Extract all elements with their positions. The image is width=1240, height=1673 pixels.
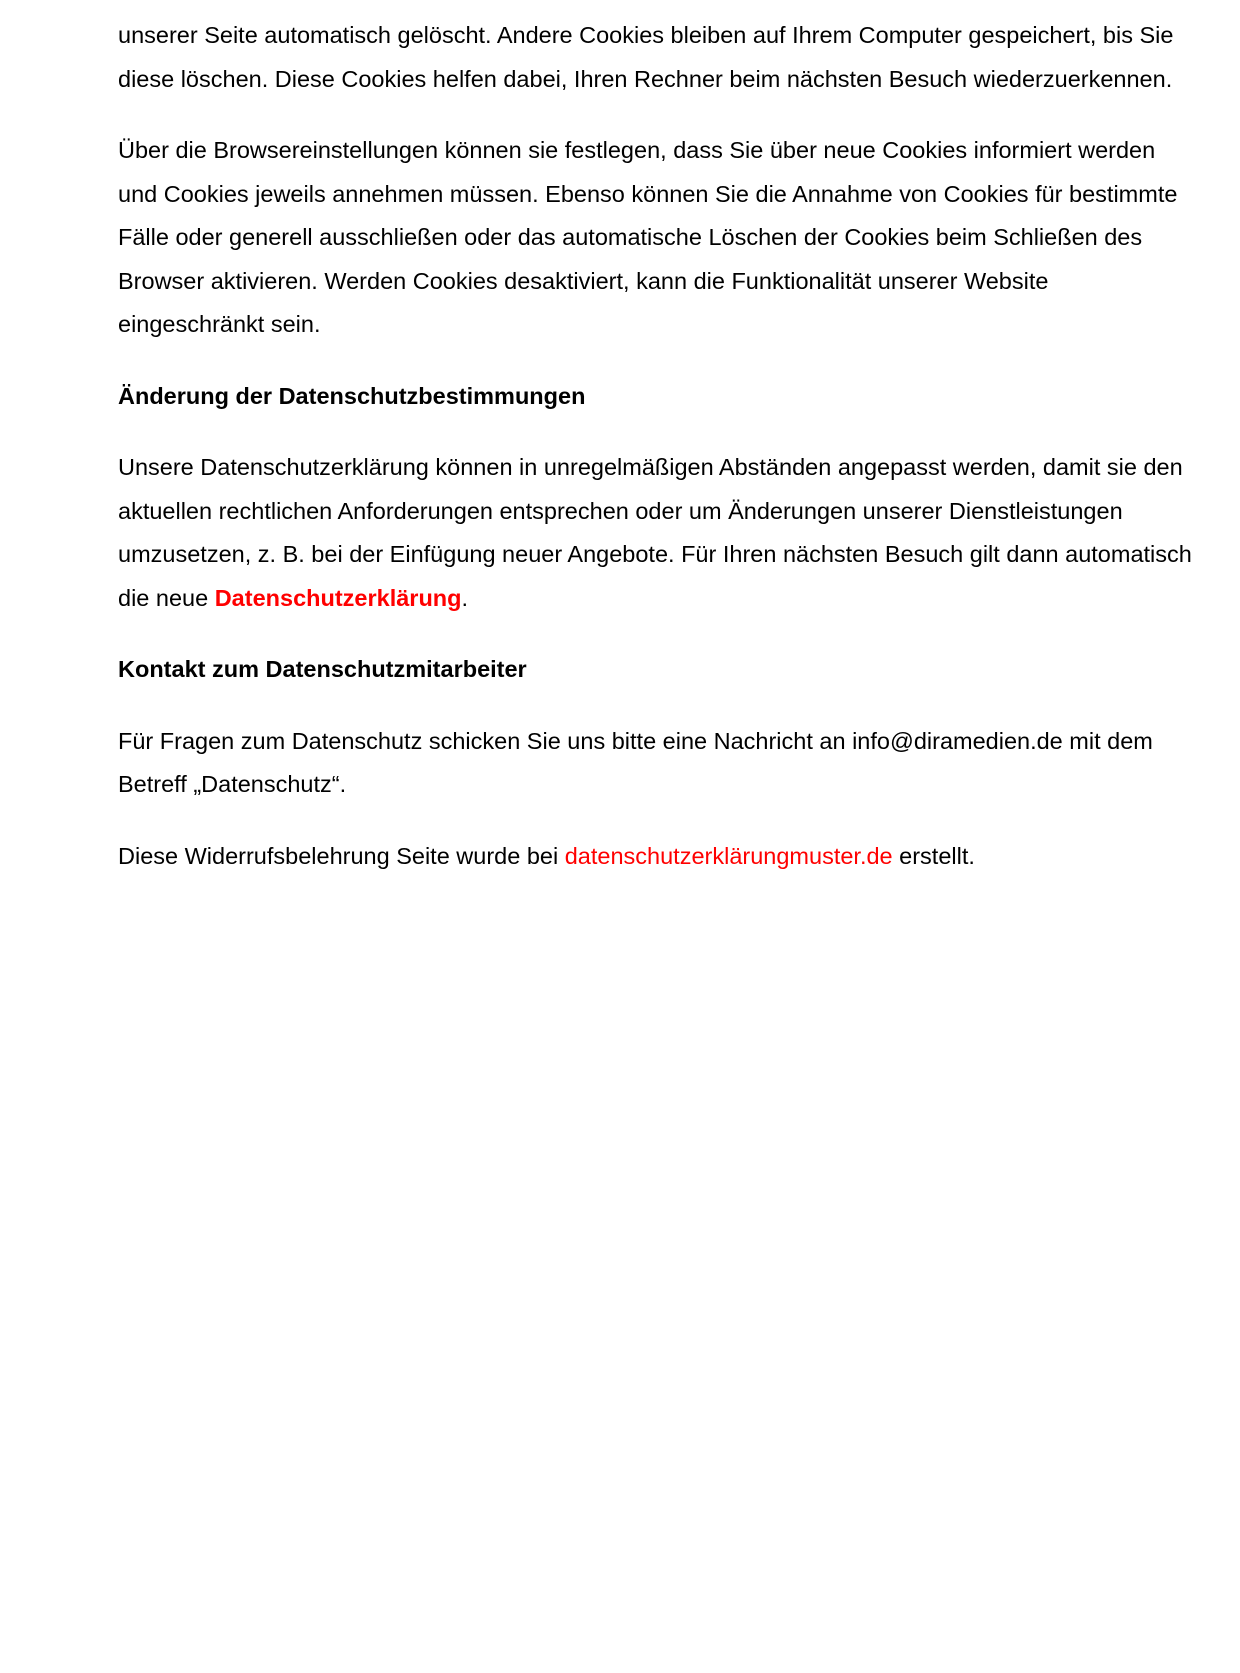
changes-text-end: .	[461, 584, 469, 611]
cookies-paragraph-1: unserer Seite automatisch gelöscht. Andere Cookies bleiben auf Ihrem Computer gespeichert, bis Sie diese löschen. Diese Cookies helfen dabei, Ihren Rechner beim nächsten Besuch wiederzuerkennen.	[118, 22, 1174, 92]
contact-heading: Kontakt zum Datenschutzmitarbeiter	[118, 656, 527, 682]
footer-text: Diese Widerrufsbelehrung Seite wurde bei	[118, 842, 565, 869]
cookies-paragraph-2: Über die Browsereinstellungen können sie festlegen, dass Sie über neue Cookies informiert werden und Cookies jeweils annehmen müssen. Ebenso können Sie die Annahme von Cookies für bestimmte Fälle oder generell ausschließen oder das automatische Löschen der Cookies beim Schließen des Browser aktivieren. Werden Cookies desaktiviert, kann die Funktionalität unserer Website eingeschränkt sein.	[118, 137, 1178, 337]
changes-paragraph	[118, 446, 1198, 620]
footer-note	[118, 835, 1198, 879]
contact-paragraph: Für Fragen zum Datenschutz schicken Sie uns bitte eine Nachricht an info@diramedien.de mit dem Betreff „Datenschutz“.	[118, 727, 1153, 797]
document-page	[118, 14, 1198, 906]
footer-text-end: erstellt.	[892, 842, 975, 869]
changes-text: Unsere Datenschutzerklärung können in unregelmäßigen Abständen angepasst werden, damit sie den aktuellen rechtlichen Anforderungen entsprechen oder um Änderungen unserer Dienstleistungen umzusetzen, z. B. bei der Einfügung neuer Angebote. Für Ihren nächsten Besuch gilt dann automatisch die neue	[118, 454, 1192, 611]
privacy-policy-link[interactable]: Datenschutzerklärung	[214, 584, 462, 611]
generator-link[interactable]: datenschutzerklärungmuster.de	[564, 842, 893, 869]
changes-heading: Änderung der Datenschutzbestimmungen	[118, 382, 586, 409]
